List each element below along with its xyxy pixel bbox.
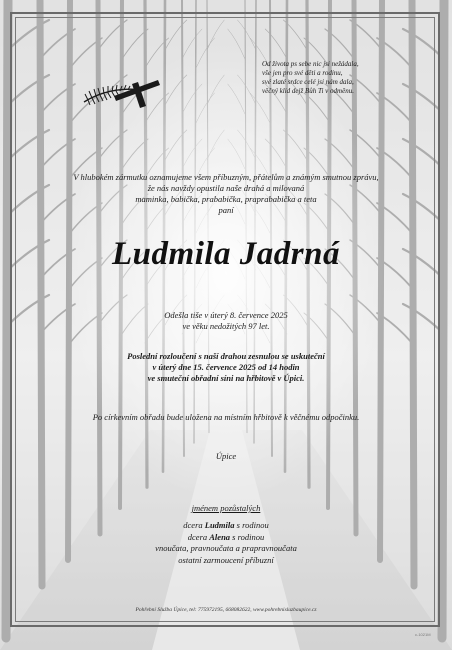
poem-line: Od života ps sebe nic jsi nežádala, [262,60,359,68]
mourner-name: Ludmila [204,520,235,530]
cross-with-palm-icon [80,76,164,122]
poem-line: vše jen pro své děti a rodinu, [262,69,343,77]
funeral-line: ve smuteční obřadní síni na hřbitově v Úpici. [147,373,305,383]
announcement-line: paní [218,205,234,215]
mourner-prefix: ostatní zarmoucení příbuzní [178,554,274,565]
poem-line: své zlaté srdce celé jsi nám dala, [262,78,354,86]
mourner-name: Alena [209,531,231,542]
town: Úpice [215,451,237,461]
mourner-line [0,543,452,555]
burial-note: Po církevním obřadu bude uložena na místním hřbitově k věčnému odpočinku. [92,412,360,422]
deceased-name: Ludmila Jadrná [112,236,340,272]
document-code: c-1021M [415,632,431,637]
mourner-line [0,520,452,532]
announcement-line: maminka, babička, prababička, praprababička a teta [135,194,317,204]
mourners-list [0,520,452,566]
mourner-line [0,532,452,544]
mourner-suffix: s rodinou [230,531,265,542]
death-notice-line: ve věku nedožitých 97 let. [182,321,270,331]
mourner-prefix: vnoučata, pravnoučata a prapravnoučata [155,543,297,553]
funeral-service-footer: Pohřební Služba Úpice, tel: 775972195, 668082622, www.pohrebnisluzbaupice.cz [135,607,317,613]
mourner-prefix: dcera [187,531,210,542]
announcement-line: V hlubokém zármutku oznamujeme všem příbuzným, přátelům a známým smutnou zprávu, [73,172,379,182]
funeral-line: v úterý dne 15. července 2025 od 14 hodin [152,362,300,372]
mourners-heading [0,503,452,513]
poem [262,60,412,96]
mourner-prefix: dcera [183,520,205,530]
poem-line: věčný klid dejž Bůh Ti v odměnu. [262,87,354,95]
funeral-line: Poslední rozloučení s naší drahou zesnulou se uskuteční [127,351,325,361]
funeral-info [0,351,452,384]
death-notice [0,310,452,332]
death-notice-line: Odešla tiše v úterý 8. července 2025 [164,310,288,320]
mourner-line [0,555,452,567]
mourners-heading-text: jménem pozůstalých [191,503,261,513]
mourner-suffix: s rodinou [234,520,269,530]
announcement-line: že nás navždy opustila naše drahá a milovaná [147,183,305,193]
announcement [30,172,422,216]
